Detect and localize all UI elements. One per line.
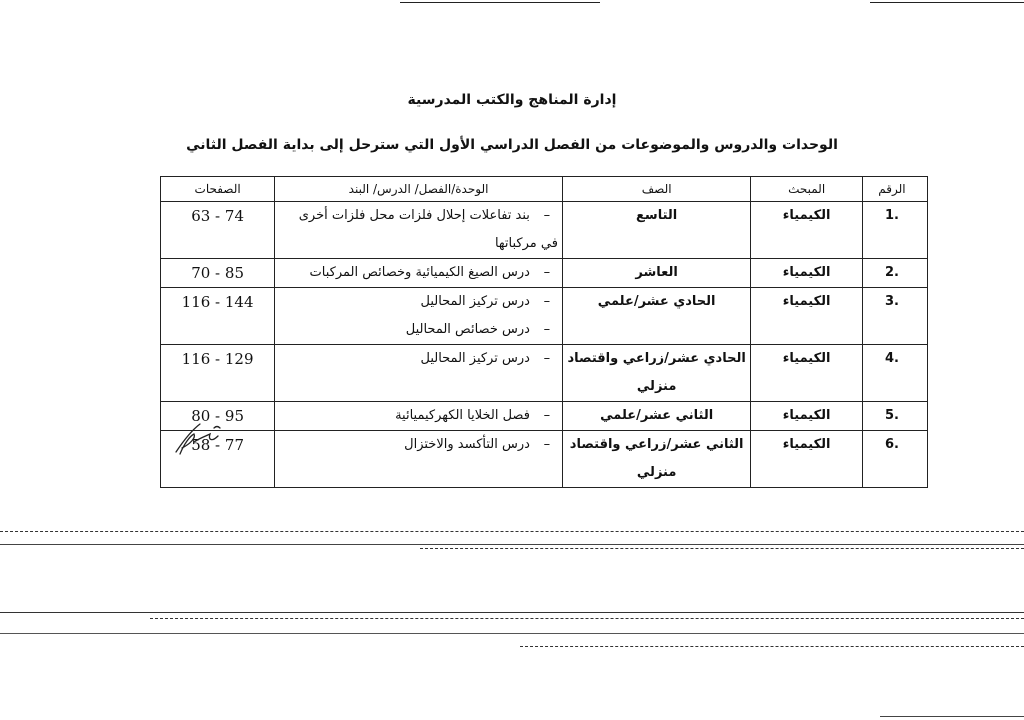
row-subject: الكيمياء [751,202,863,259]
row-number: .5 [862,402,927,431]
row-number: .6 [862,431,927,488]
page-subtitle: الوحدات والدروس والموضوعات من الفصل الدراسي الأول التي سترحل إلى بداية الفصل الثاني [186,137,838,153]
row-grade: الحادي عشر/زراعي واقتصاد منزلي [562,345,750,402]
row-unit [275,402,563,431]
row-pages [161,345,275,402]
page-title: إدارة المناهج والكتب المدرسية [407,92,617,108]
scan-line-top-right [870,2,1024,3]
header-subject: المبحث [751,177,863,202]
row-number: .1 [862,202,927,259]
table-row [161,345,928,402]
unit-item: – درس خصائص المحاليل [279,316,558,344]
unit-item: – درس التأكسد والاختزال [279,431,558,459]
unit-item: – بند تفاعلات إحلال فلزات محل فلزات أخرى في مركباتها [279,202,558,258]
header-grade: الصف [562,177,750,202]
row-unit [275,202,563,259]
row-pages [161,259,275,288]
pages-range: 70 - 85 [191,264,244,282]
row-subject: الكيمياء [751,431,863,488]
row-grade: العاشر [562,259,750,288]
units-table [160,176,928,488]
row-grade: الحادي عشر/علمي [562,288,750,345]
pages-range: 63 - 74 [191,207,244,225]
header-number: الرقم [862,177,927,202]
row-pages [161,202,275,259]
row-unit [275,431,563,488]
scan-line [150,618,1024,619]
row-grade: التاسع [562,202,750,259]
handwritten-signature [170,418,225,458]
table-row [161,202,928,259]
unit-item: – فصل الخلايا الكهركيميائية [279,402,558,430]
table-header-row [161,177,928,202]
row-unit [275,259,563,288]
row-subject: الكيمياء [751,345,863,402]
table-row [161,288,928,345]
unit-item: – درس تركيز المحاليل [279,288,558,316]
table-row [161,259,928,288]
row-unit [275,288,563,345]
pages-range: 116 - 144 [181,293,254,311]
scan-line-top [400,2,600,3]
unit-item: – درس الصيغ الكيميائية وخصائص المركبات [279,259,558,287]
row-unit [275,345,563,402]
scan-line [0,633,1024,634]
row-number: .3 [862,288,927,345]
scan-line [0,612,1024,613]
scan-line [0,531,1024,532]
table-row [161,402,928,431]
scan-line [0,544,1024,545]
table-row [161,431,928,488]
scan-line [880,716,1024,717]
scan-line [520,646,1024,647]
row-number: .4 [862,345,927,402]
row-subject: الكيمياء [751,402,863,431]
row-number: .2 [862,259,927,288]
row-pages [161,288,275,345]
scan-line [420,548,1024,549]
pages-range: 58 - 77 [191,436,244,454]
pages-range: 80 - 95 [191,407,244,425]
row-subject: الكيمياء [751,259,863,288]
row-grade: الثاني عشر/علمي [562,402,750,431]
header-pages: الصفحات [161,177,275,202]
header-unit: الوحدة/الفصل/ الدرس/ البند [275,177,563,202]
row-subject: الكيمياء [751,288,863,345]
pages-range: 116 - 129 [181,350,254,368]
row-grade: الثاني عشر/زراعي واقتصاد منزلي [562,431,750,488]
unit-item: – درس تركيز المحاليل [279,345,558,373]
